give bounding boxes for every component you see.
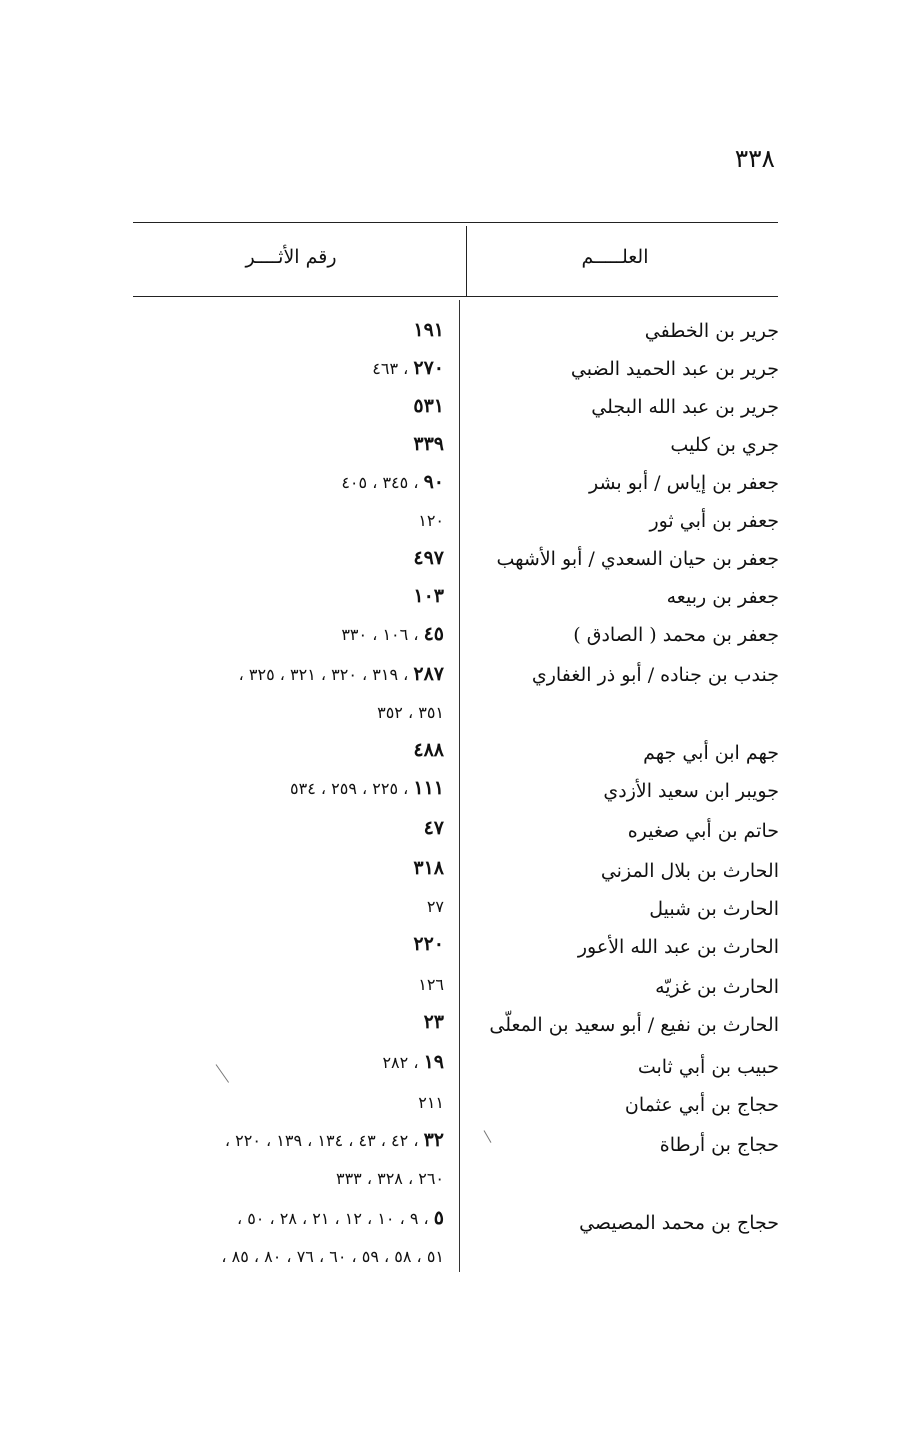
entry-reference-rest: ، ١٠٦ ، ٣٣٠ [341, 625, 424, 644]
entry-reference-bold: ٤٧ [423, 817, 444, 839]
entry-reference-bold: ٢٢٠ [413, 933, 444, 955]
entry-name: حجاج بن محمد المصيصي [579, 1212, 779, 1234]
entry-reference-bold: ٣١٨ [413, 857, 444, 879]
entry-reference [418, 1090, 444, 1115]
entry-name: جعفر بن محمد ( الصادق ) [573, 624, 779, 646]
entry-reference [413, 738, 444, 763]
entry-reference [418, 508, 444, 533]
entry-reference [413, 546, 444, 571]
entry-name: جري بن كليب [670, 434, 779, 456]
entry-name: جرير بن عبد الحميد الضبي [570, 358, 779, 380]
entry-name: الحارث بن بلال المزني [600, 860, 779, 882]
body-column-divider [459, 300, 460, 1272]
entry-reference-bold: ١١١ [413, 777, 444, 799]
entry-name: جهم ابن أبي جهم [643, 742, 779, 764]
entry-reference [372, 356, 444, 381]
scan-speck [484, 1130, 492, 1143]
entry-reference-rest: ، ٤٢ ، ٤٣ ، ١٣٤ ، ١٣٩ ، ٢٢٠ ، [224, 1131, 424, 1150]
entry-reference [413, 932, 444, 957]
entry-reference [341, 622, 444, 647]
entry-name: جعفر بن ربيعه [666, 586, 779, 608]
entry-reference-rest: ، ٩ ، ١٠ ، ١٢ ، ٢١ ، ٢٨ ، ٥٠ ، [236, 1209, 434, 1228]
entry-reference-bold: ٥٣١ [413, 395, 444, 417]
entry-name: حبيب بن أبي ثابت [637, 1056, 779, 1078]
entry-reference-rest: ٥١ ، ٥٨ ، ٥٩ ، ٦٠ ، ٧٦ ، ٨٠ ، ٨٥ ، [221, 1247, 444, 1266]
entry-reference [221, 1244, 444, 1269]
entry-reference-rest: ٣٥١ ، ٣٥٢ [377, 703, 444, 722]
entry-reference [377, 700, 444, 725]
entry-reference [424, 1010, 444, 1035]
entry-name: جعفر بن إياس / أبو بشر [588, 472, 779, 494]
entry-reference [382, 1050, 444, 1075]
entry-name: جندب بن جناده / أبو ذر الغفاري [531, 664, 779, 686]
entry-name: جويبر ابن سعيد الأزدي [603, 780, 779, 802]
entry-reference [418, 972, 444, 997]
entry-reference-rest: ، ٣١٩ ، ٣٢٠ ، ٣٢١ ، ٣٢٥ ، [238, 665, 414, 684]
entry-reference-rest: ، ٢٢٥ ، ٢٥٩ ، ٥٣٤ [290, 779, 414, 798]
entry-reference-rest: ، ٢٨٢ [382, 1053, 424, 1072]
entry-name: جرير بن الخطفي [644, 320, 779, 342]
entry-reference-bold: ٤٥ [423, 623, 444, 645]
entry-reference [225, 1128, 444, 1153]
entry-reference [341, 470, 444, 495]
entry-name: جعفر بن أبي ثور [649, 510, 779, 532]
entry-reference-rest: ، ٤٦٣ [372, 359, 414, 378]
entry-name: الحارث بن شبيل [649, 898, 779, 920]
entry-reference-bold: ٩٠ [423, 471, 444, 493]
table-top-rule [133, 222, 778, 223]
entry-reference-bold: ٢٣ [423, 1011, 444, 1033]
entry-reference [413, 584, 444, 609]
entry-name: جعفر بن حيان السعدي / أبو الأشهب [496, 548, 779, 570]
entry-reference [413, 432, 444, 457]
entry-reference-bold: ٥ [433, 1207, 444, 1229]
entry-name: الحارث بن غزيّه [655, 976, 779, 998]
entry-reference [427, 894, 444, 919]
entry-reference [413, 318, 444, 343]
table-header-rule [133, 296, 778, 297]
entry-reference-bold: ١٩١ [413, 319, 444, 341]
entry-reference-bold: ١٠٣ [413, 585, 444, 607]
header-column-divider [466, 226, 467, 296]
entry-reference-rest: ٢٦٠ ، ٣٢٨ ، ٣٣٣ [335, 1169, 444, 1188]
entry-name: حجاج بن أبي عثمان [624, 1094, 779, 1116]
entry-reference-rest: ١٢٦ [418, 975, 444, 994]
entry-reference [424, 816, 444, 841]
entry-reference [413, 856, 444, 881]
entry-name: حجاج بن أرطاة [659, 1134, 779, 1156]
entry-name: حاتم بن أبي صغيره [627, 820, 779, 842]
entry-name: جرير بن عبد الله البجلي [591, 396, 779, 418]
entry-reference [237, 1206, 444, 1231]
column-header-name: العلـــــم [581, 246, 649, 268]
page-number: ٣٣٨ [734, 144, 775, 173]
entry-name: الحارث بن نفيع / أبو سعيد بن المعلّى [489, 1014, 779, 1036]
column-header-reference: رقم الأثــــر [245, 246, 337, 268]
entry-reference-rest: ٢١١ [418, 1093, 444, 1112]
entry-reference-bold: ٤٩٧ [413, 547, 444, 569]
entry-reference [290, 776, 444, 801]
entry-reference-rest: ٢٧ [426, 897, 444, 916]
entry-reference-rest: ١٢٠ [418, 511, 444, 530]
entry-reference-bold: ٢٨٧ [413, 663, 444, 685]
entry-reference-bold: ٢٧٠ [413, 357, 444, 379]
entry-reference-bold: ٤٨٨ [413, 739, 444, 761]
entry-reference-rest: ، ٣٤٥ ، ٤٠٥ [341, 473, 424, 492]
entry-name: الحارث بن عبد الله الأعور [577, 936, 779, 958]
entry-reference-bold: ٣٣٩ [413, 433, 444, 455]
scan-speck [216, 1064, 229, 1083]
entry-reference-bold: ١٩ [423, 1051, 444, 1073]
entry-reference [239, 662, 444, 687]
entry-reference-bold: ٣٢ [423, 1129, 444, 1151]
entry-reference [413, 394, 444, 419]
entry-reference [336, 1166, 444, 1191]
